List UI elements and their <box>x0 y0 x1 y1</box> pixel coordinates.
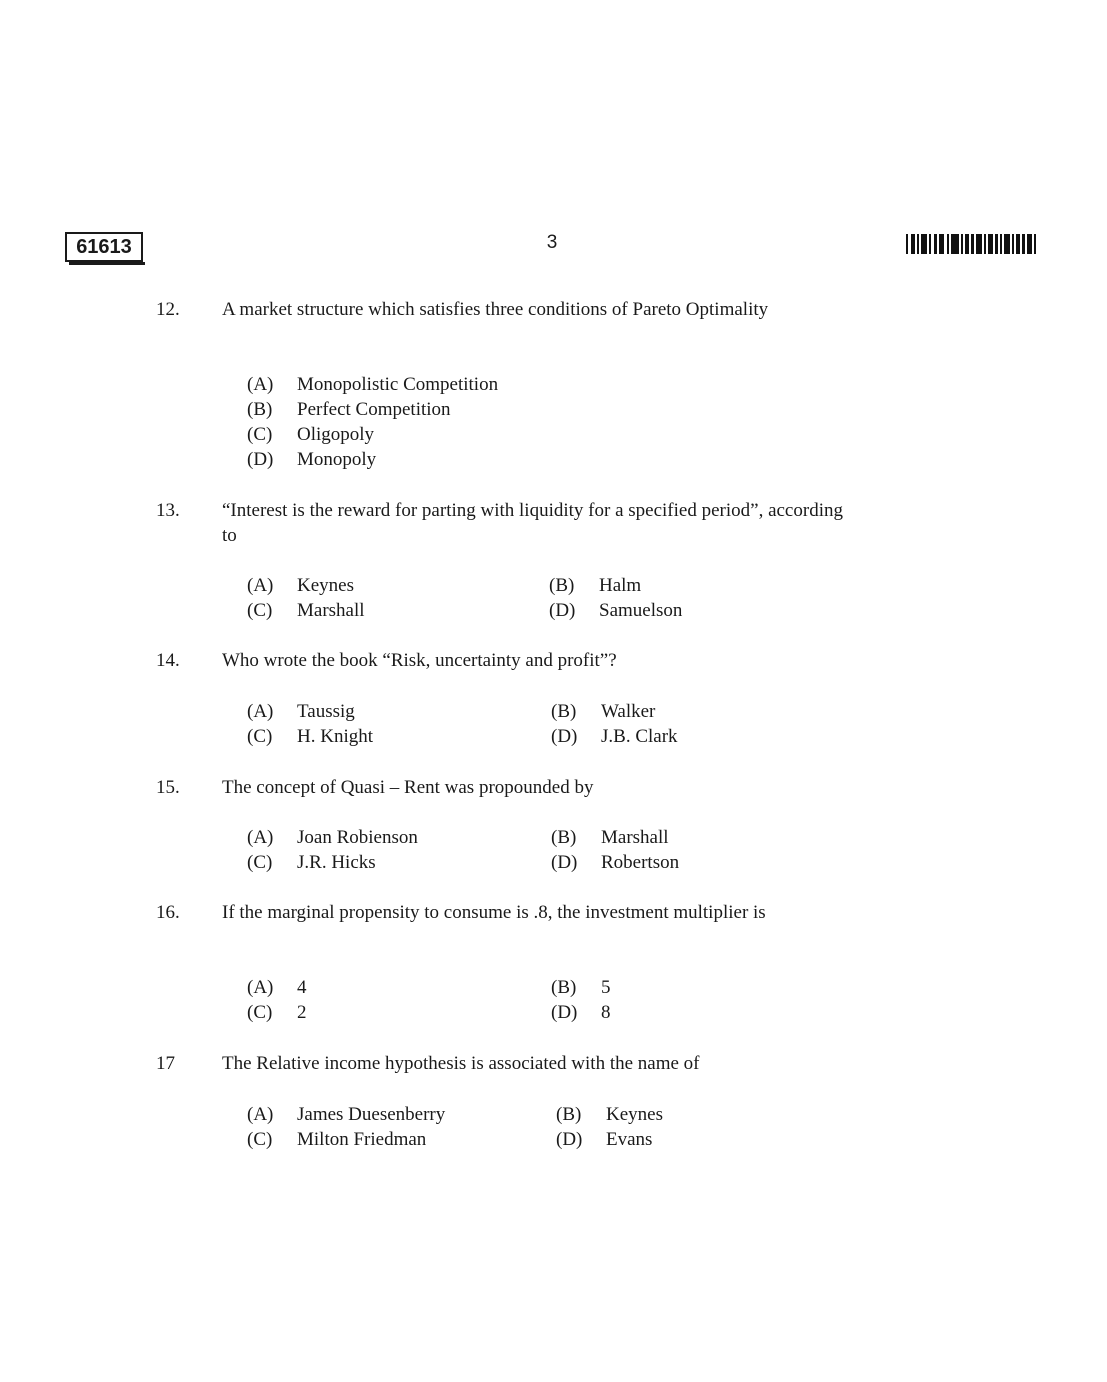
option-text: Evans <box>606 1129 653 1150</box>
option-text: Taussig <box>297 701 355 722</box>
option-label: (A) <box>247 1104 274 1125</box>
option-text: Monopoly <box>297 449 377 470</box>
option-text: Perfect Competition <box>297 399 451 420</box>
question-number: 17 <box>156 1053 175 1074</box>
option-text: J.B. Clark <box>601 726 678 747</box>
option-text: Marshall <box>601 827 669 848</box>
paper-code-shadow <box>69 262 145 265</box>
option-label: (C) <box>247 852 273 873</box>
option-text: 5 <box>601 977 611 998</box>
option-text: 8 <box>601 1002 611 1023</box>
option-d <box>549 598 682 623</box>
option-label: (D) <box>551 726 578 747</box>
option-label: (A) <box>247 575 274 596</box>
option-label: (D) <box>551 1002 578 1023</box>
option-c <box>247 598 365 623</box>
option-label: (B) <box>551 977 577 998</box>
option-text: J.R. Hicks <box>297 852 376 873</box>
option-c <box>247 724 373 749</box>
option-label: (C) <box>247 600 273 621</box>
option-d <box>556 1127 652 1152</box>
question-text: If the marginal propensity to consume is .8, the investment multiplier is <box>222 902 766 923</box>
option-text: Milton Friedman <box>297 1129 427 1150</box>
option-d <box>551 850 679 875</box>
question-number: 13. <box>156 500 180 521</box>
option-b <box>551 975 611 1000</box>
option-text: Robertson <box>601 852 680 873</box>
option-text: Keynes <box>606 1104 663 1125</box>
option-label: (A) <box>247 977 274 998</box>
option-c <box>247 1000 307 1025</box>
option-text: 4 <box>297 977 307 998</box>
option-text: Oligopoly <box>297 424 375 445</box>
option-a <box>247 1102 445 1127</box>
paper-code-box: 61613 <box>65 232 143 262</box>
question-number: 16. <box>156 902 180 923</box>
option-text: James Duesenberry <box>297 1104 446 1125</box>
option-b <box>551 825 669 850</box>
question-text: Who wrote the book “Risk, uncertainty and profit”? <box>222 650 617 671</box>
option-text: Marshall <box>297 600 365 621</box>
option-label: (D) <box>551 852 578 873</box>
option-label: (A) <box>247 701 274 722</box>
option-label: (C) <box>247 1002 273 1023</box>
option-text: Walker <box>601 701 656 722</box>
option-label: (B) <box>551 701 577 722</box>
option-b <box>549 573 641 598</box>
option-d <box>551 724 678 749</box>
option-b <box>551 699 655 724</box>
option-text: Joan Robienson <box>297 827 418 848</box>
question-number: 12. <box>156 299 180 320</box>
question-text: A market structure which satisfies three conditions of Pareto Optimality <box>222 299 769 320</box>
question-text: “Interest is the reward for parting with liquidity for a specified period”, according to <box>222 500 843 546</box>
option-d <box>247 447 376 472</box>
barcode-graphic <box>906 234 1036 254</box>
option-a <box>247 825 418 850</box>
option-a <box>247 699 355 724</box>
option-text: H. Knight <box>297 726 373 747</box>
option-label: (A) <box>247 827 274 848</box>
option-text: Keynes <box>297 575 354 596</box>
page-number: 3 <box>546 232 558 253</box>
option-a <box>247 573 354 598</box>
question-number: 14. <box>156 650 180 671</box>
option-label: (C) <box>247 726 273 747</box>
option-text: 2 <box>297 1002 307 1023</box>
option-b <box>556 1102 663 1127</box>
option-d <box>551 1000 611 1025</box>
option-label: (D) <box>247 449 274 470</box>
option-a <box>247 975 307 1000</box>
option-label: (B) <box>247 399 273 420</box>
option-c <box>247 422 374 447</box>
option-label: (D) <box>556 1129 583 1150</box>
option-label: (C) <box>247 424 273 445</box>
option-label: (B) <box>556 1104 582 1125</box>
option-c <box>247 1127 426 1152</box>
option-a <box>247 372 498 397</box>
option-label: (B) <box>551 827 577 848</box>
question-text: The Relative income hypothesis is associated with the name of <box>222 1053 700 1074</box>
option-text: Samuelson <box>599 600 683 621</box>
option-label: (B) <box>549 575 575 596</box>
option-text: Monopolistic Competition <box>297 374 499 395</box>
question-text: The concept of Quasi – Rent was propounded by <box>222 777 594 798</box>
option-label: (A) <box>247 374 274 395</box>
option-c <box>247 850 376 875</box>
option-label: (C) <box>247 1129 273 1150</box>
option-text: Halm <box>599 575 642 596</box>
question-number: 15. <box>156 777 180 798</box>
option-b <box>247 397 451 422</box>
option-label: (D) <box>549 600 576 621</box>
